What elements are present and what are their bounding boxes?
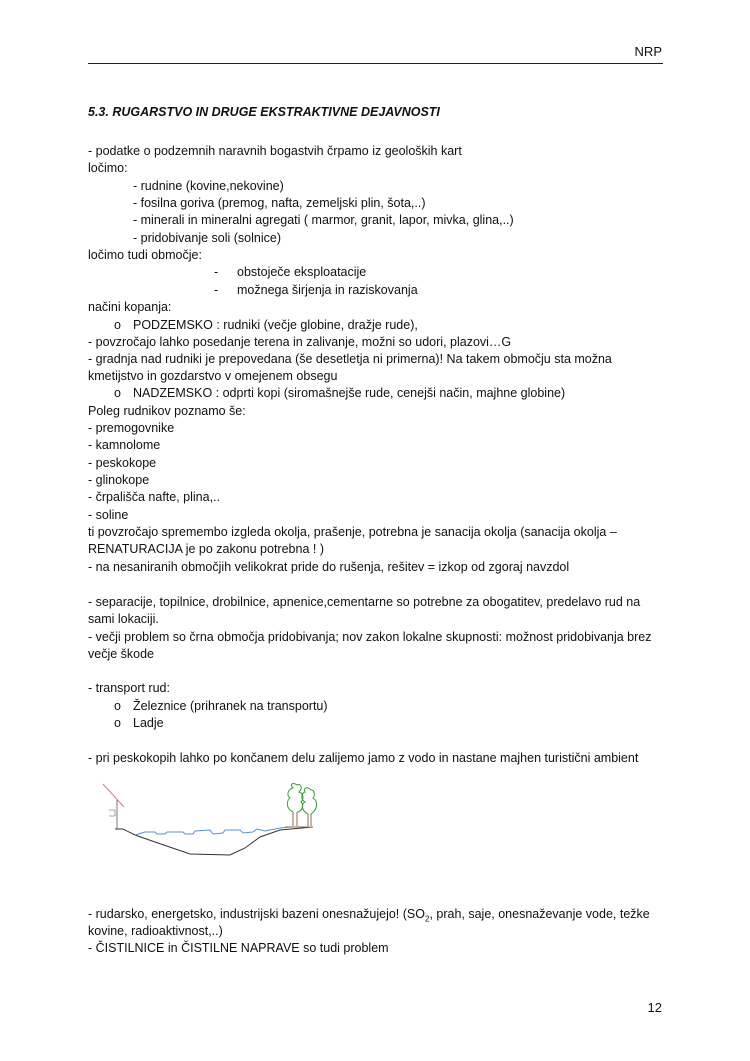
list-item: PODZEMSKO : rudniki (večje globine, dražje rude), [133, 318, 418, 332]
list-item: - glinokope [88, 473, 150, 487]
text-line: - separacije, topilnice, drobilnice, apnenice,cementarne so potrebne za obogatitev, predelavo rud na [88, 595, 641, 609]
list-item: - kamnolome [88, 438, 161, 452]
list-item: obstoječe eksploatacije [237, 265, 367, 279]
list-item: - pridobivanje soli (solnice) [133, 231, 281, 245]
text-line: - na nesaniranih območjih velikokrat pride do rušenja, rešitev = izkop od zgoraj navzdol [88, 560, 570, 574]
list-item: - črpališča nafte, plina,.. [88, 490, 221, 504]
text-line: - pri peskokopih lahko po končanem delu zalijemo jamo z vodo in nastane majhen turistični ambient [88, 751, 639, 765]
circle-bullet: o [114, 386, 121, 400]
text-line: kovine, radioaktivnost,..) [88, 924, 223, 938]
text-segment: - rudarsko, energetsko, industrijski bazeni onesnažujejo! (SO [88, 907, 425, 921]
list-item: možnega širjenja in raziskovanja [237, 283, 418, 297]
text-line: sami lokaciji. [88, 612, 159, 626]
quarry-lake-sketch [85, 770, 385, 870]
circle-bullet: o [114, 716, 121, 730]
list-item: - rudnine (kovine,nekovine) [133, 179, 284, 193]
subscript: 2 [424, 914, 430, 924]
text-segment: , prah, saje, onesnaževanje vode, težke [429, 907, 650, 921]
circle-bullet: o [114, 699, 121, 713]
list-item: Ladje [133, 716, 164, 730]
text-line: - transport rud: [88, 681, 170, 695]
text-line: večje škode [88, 647, 155, 661]
page-number: 12 [647, 1000, 662, 1015]
text-line: RENATURACIJA je po zakonu potrebna ! ) [88, 542, 324, 556]
text-line: - ČISTILNICE in ČISTILNE NAPRAVE so tudi problem [88, 941, 389, 955]
text-line: ti povzročajo spremembo izgleda okolja, prašenje, potrebna je sanacija okolja (sanacija okolja – [88, 525, 617, 539]
running-header: NRP [634, 44, 662, 59]
text-line: - povzročajo lahko posedanje terena in zalivanje, možni so udori, plazovi…G [88, 335, 512, 349]
list-item: - minerali in mineralni agregati ( marmor, granit, lapor, mivka, glina,..) [133, 213, 514, 227]
circle-bullet: o [114, 318, 121, 332]
dash-bullet: - [214, 265, 219, 279]
list-item: - premogovnike [88, 421, 175, 435]
header-rule [88, 63, 663, 64]
list-item: Železnice (prihranek na transportu) [133, 699, 328, 713]
text-line: ločimo tudi območje: [88, 248, 202, 262]
text-line: - podatke o podzemnih naravnih bogastvih črpamo iz geoloških kart [88, 144, 462, 158]
list-item: - peskokope [88, 456, 157, 470]
text-line: - gradnja nad rudniki je prepovedana (še desetletja ni primerna)! Na takem območju sta možna [88, 352, 612, 366]
section-title: 5.3. RUGARSTVO IN DRUGE EKSTRAKTIVNE DEJAVNOSTI [88, 105, 440, 119]
list-item: - fosilna goriva (premog, nafta, zemeljski plin, šota,..) [133, 196, 426, 210]
text-line: načini kopanja: [88, 300, 172, 314]
list-item: - soline [88, 508, 129, 522]
list-item: NADZEMSKO : odprti kopi (siromašnejše rude, cenejši način, majhne globine) [133, 386, 566, 400]
text-line: Poleg rudnikov poznamo še: [88, 404, 246, 418]
dash-bullet: - [214, 283, 219, 297]
text-line: - večji problem so črna območja pridobivanja; nov zakon lokalne skupnosti: možnost pridobivanja brez [88, 630, 652, 644]
text-line: ločimo: [88, 161, 128, 175]
text-line: kmetijstvo in gozdarstvo v omejenem obsegu [88, 369, 338, 383]
